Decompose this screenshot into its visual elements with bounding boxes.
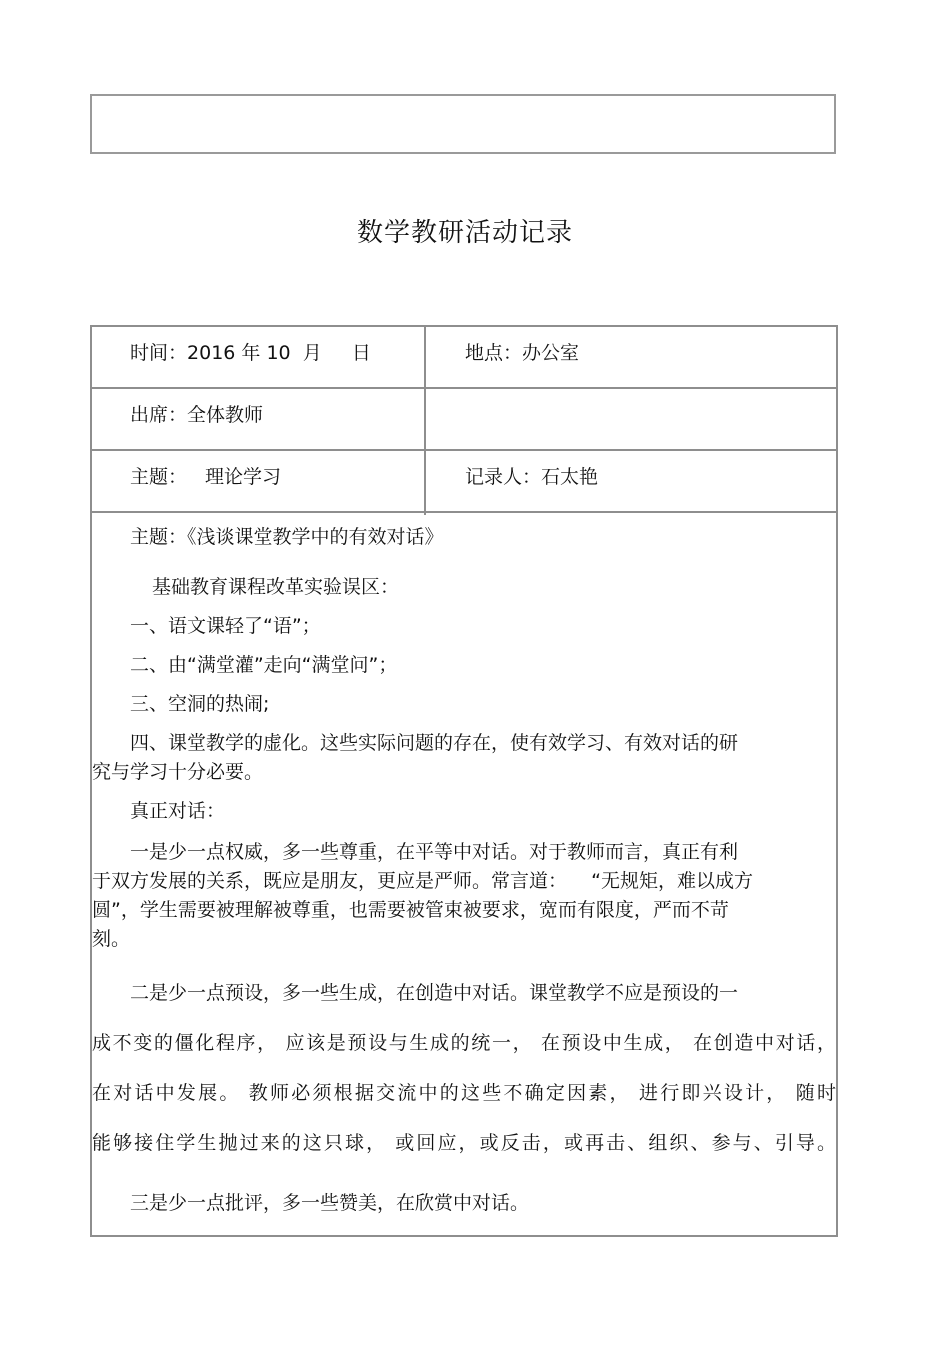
paragraph-second-line4: 能够接住学生抛过来的这只球， 或回应，或反击，或再击、组织、参与、引导。: [92, 1132, 836, 1154]
topic-label: 主题：: [130, 466, 188, 488]
attendance-value: 全体教师: [187, 404, 264, 426]
topic-cell: [130, 451, 281, 511]
time-label: 时间：: [130, 342, 188, 364]
paragraph-true-dialogue: 真正对话：: [130, 800, 226, 822]
activity-record-table: [90, 325, 838, 1237]
page-title: 数学教研活动记录: [356, 218, 573, 248]
record-content: [92, 515, 836, 1235]
place-cell: [465, 327, 579, 387]
paragraph-second-line1: 二是少一点预设，多一些生成，在创造中对话。课堂教学不应是预设的一: [130, 982, 739, 1004]
place-value: 办公室: [522, 342, 580, 364]
paragraph-item-1: 一、语文课轻了“语”；: [130, 615, 321, 637]
recorder-label: 记录人：: [465, 466, 542, 488]
paragraph-second-line3: 在对话中发展。 教师必须根据交流中的这些不确定因素， 进行即兴设计， 随时: [92, 1082, 836, 1104]
paragraph-first-line3: 圆”，学生需要被理解被尊重，也需要被管束被要求，宽而有限度，严而不苛: [92, 899, 729, 921]
paragraph-intro: 基础教育课程改革实验误区：: [152, 576, 400, 598]
paragraph-item-2: 二、由“满堂灌”走向“满堂问”；: [130, 654, 398, 676]
row-topic-recorder: [92, 451, 836, 513]
paragraph-item-4-line2: 究与学习十分必要。: [92, 761, 264, 783]
time-cell: [130, 327, 371, 387]
subject-line: 主题：《浅谈课堂教学中的有效对话》: [130, 526, 444, 548]
time-value: 2016 年 10 月 日: [187, 342, 371, 364]
place-label: 地点：: [465, 342, 523, 364]
paragraph-third: 三是少一点批评，多一些赞美，在欣赏中对话。: [130, 1192, 530, 1214]
topic-value: 理论学习: [205, 466, 282, 488]
paragraph-item-4-line1: 四、课堂教学的虚化。这些实际问题的存在，使有效学习、有效对话的研: [130, 732, 739, 754]
paragraph-first-line1: 一是少一点权威，多一些尊重，在平等中对话。对于教师而言，真正有利: [130, 841, 739, 863]
paragraph-item-3: 三、空洞的热闹;: [130, 693, 270, 715]
row-time-place: [92, 327, 836, 389]
paragraph-first-line4: 刻。: [92, 928, 131, 950]
row-attendance: [92, 389, 836, 451]
header-blank-box: [90, 94, 836, 154]
paragraph-first-line2: 于双方发展的关系，既应是朋友，更应是严师。常言道： “无规矩，难以成方: [92, 870, 754, 892]
recorder-value: 石太艳: [541, 466, 599, 488]
paragraph-second-line2: 成不变的僵化程序， 应该是预设与生成的统一， 在预设中生成， 在创造中对话，: [92, 1032, 836, 1054]
recorder-cell: [465, 451, 598, 511]
attendance-cell: [130, 389, 263, 449]
attendance-label: 出席：: [130, 404, 188, 426]
